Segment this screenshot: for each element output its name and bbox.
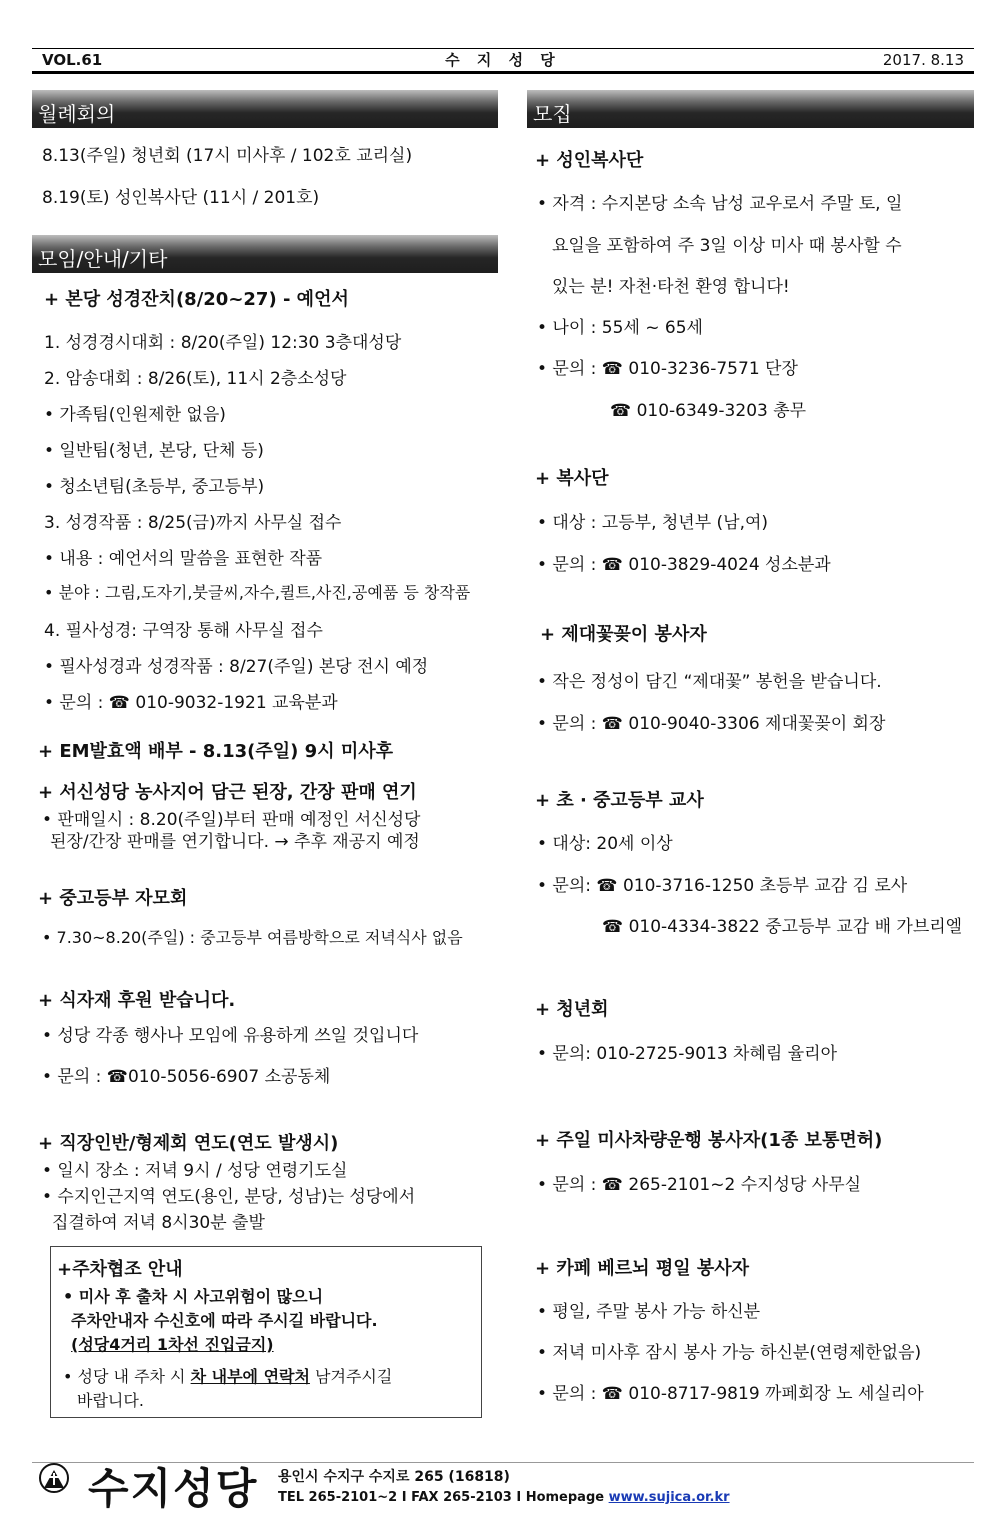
list-item: ☎ 010-6349-3203 총무 xyxy=(610,401,807,421)
parking-notice-box xyxy=(50,1246,482,1418)
section-header-recruitment: 모집 xyxy=(527,90,974,128)
list-item: • 작은 정성이 담긴 “제대꽃” 봉헌을 받습니다. xyxy=(537,672,882,692)
footer-contact-text: TEL 265-2101~2 I FAX 265-2103 I Homepage xyxy=(278,1490,609,1505)
parking-line xyxy=(63,1364,392,1387)
list-item: • 7.30~8.20(주일) : 중고등부 여름방학으로 저녁식사 없음 xyxy=(42,928,463,947)
list-item: • 문의 : ☎ 265-2101~2 수지성당 사무실 xyxy=(537,1175,862,1195)
list-item: 집결하여 저녁 8시30분 출발 xyxy=(52,1213,265,1233)
list-item: • 필사성경과 성경작품 : 8/27(주일) 본당 전시 예정 xyxy=(44,657,429,677)
list-item: 8.19(토) 성인복사단 (11시 / 201호) xyxy=(42,188,320,208)
list-item: • 청소년팀(초등부, 중고등부) xyxy=(44,477,265,497)
list-item: • 일반팀(청년, 본당, 단체 등) xyxy=(44,441,264,461)
section-header-monthly-meeting: 월례회의 xyxy=(32,90,498,128)
list-item: 8.13(주일) 청년회 (17시 미사후 / 102호 교리실) xyxy=(42,146,413,166)
footer-contact xyxy=(278,1490,730,1505)
list-item: • 문의 : ☎ 010-3236-7571 단장 xyxy=(537,359,798,379)
teachers-heading: + 초 · 중고등부 교사 xyxy=(535,790,704,811)
issue-date: 2017. 8.13 xyxy=(882,51,964,69)
list-item: • 판매일시 : 8.20(주일)부터 판매 예정인 서신성당 xyxy=(42,810,421,830)
footer-brand: 수지성당 xyxy=(88,1464,259,1513)
newsletter-title: 수 지 성 당 xyxy=(445,51,561,69)
footer-address: 용인시 수지구 수지로 265 (16818) xyxy=(278,1469,510,1485)
em-heading: + EM발효액 배부 - 8.13(주일) 9시 미사후 xyxy=(38,741,394,762)
parking-title: +주차협조 안내 xyxy=(57,1259,183,1280)
list-item: 있는 분! 자천·타천 환영 합니다! xyxy=(552,277,790,297)
list-item: 3. 성경작품 : 8/25(금)까지 사무실 접수 xyxy=(44,513,342,533)
flowers-heading: + 제대꽃꽂이 봉사자 xyxy=(540,624,707,645)
bible-festival-heading: + 본당 성경잔치(8/20~27) - 예언서 xyxy=(44,289,349,310)
seosin-heading: + 서신성당 농사지어 담근 된장, 간장 판매 연기 xyxy=(38,782,417,803)
section-header-meetings: 모임/안내/기타 xyxy=(32,235,498,273)
list-item: • 가족팀(인원제한 없음) xyxy=(44,405,226,425)
homepage-link[interactable]: www.sujica.or.kr xyxy=(608,1490,730,1505)
driving-heading: + 주일 미사차량운행 봉사자(1종 보통면허) xyxy=(535,1130,883,1151)
parking-emphasis: 차 내부에 연락처 xyxy=(190,1367,310,1386)
parking-text: • 성당 내 주차 시 xyxy=(63,1367,191,1386)
list-item: • 문의 : ☎ 010-8717-9819 까페회장 노 세실리아 xyxy=(537,1384,924,1404)
parking-line: 바랍니다. xyxy=(77,1391,144,1410)
list-item: • 내용 : 예언서의 말씀을 표현한 작품 xyxy=(44,549,323,569)
youth-heading: + 청년회 xyxy=(535,999,609,1020)
list-item: • 평일, 주말 봉사 가능 하신분 xyxy=(537,1302,761,1322)
list-item: 1. 성경경시대회 : 8/20(주일) 12:30 3층대성당 xyxy=(44,333,402,353)
volume-number: VOL.61 xyxy=(42,51,103,69)
list-item: • 성당 각종 행사나 모임에 유용하게 쓰일 것입니다 xyxy=(42,1026,419,1046)
parking-line: • 미사 후 출차 시 사고위험이 많으니 xyxy=(63,1287,324,1306)
list-item: 2. 암송대회 : 8/26(토), 11시 2층소성당 xyxy=(44,369,347,389)
parking-text: 남겨주시길 xyxy=(309,1367,393,1386)
parents-heading: + 중고등부 자모회 xyxy=(38,888,188,909)
funeral-prayer-heading: + 직장인반/형제회 연도(연도 발생시) xyxy=(38,1133,339,1154)
list-item: • 일시 장소 : 저녁 9시 / 성당 연령기도실 xyxy=(42,1161,348,1181)
list-item: • 대상: 20세 이상 xyxy=(537,834,673,854)
cafe-heading: + 카페 베르뇌 평일 봉사자 xyxy=(535,1258,750,1279)
list-item: • 문의 : ☎ 010-9040-3306 제대꽃꽂이 회장 xyxy=(537,714,886,734)
list-item: 4. 필사성경: 구역장 통해 사무실 접수 xyxy=(44,621,323,641)
list-item: • 저녁 미사후 잠시 봉사 가능 하신분(연령제한없음) xyxy=(537,1343,922,1363)
church-logo-icon xyxy=(38,1462,70,1494)
list-item: • 나이 : 55세 ~ 65세 xyxy=(537,318,703,338)
page-header xyxy=(32,48,974,74)
altar-boys-heading: + 성인복사단 xyxy=(535,150,644,171)
list-item: • 문의 : ☎ 010-9032-1921 교육분과 xyxy=(44,693,338,713)
servers-heading: + 복사단 xyxy=(535,468,609,489)
list-item: • 자격 : 수지본당 소속 남성 교우로서 주말 토, 일 xyxy=(537,194,903,214)
parking-line: 주차안내자 수신호에 따라 주시길 바랍니다. xyxy=(71,1311,378,1330)
list-item: • 문의 : ☎ 010-3829-4024 성소분과 xyxy=(537,555,831,575)
list-item: • 문의 : ☎010-5056-6907 소공동체 xyxy=(42,1067,331,1087)
list-item: • 대상 : 고등부, 청년부 (남,여) xyxy=(537,513,769,533)
list-item: • 문의: ☎ 010-3716-1250 초등부 교감 김 로사 xyxy=(537,876,908,896)
food-donation-heading: + 식자재 후원 받습니다. xyxy=(38,990,236,1011)
list-item: • 문의: 010-2725-9013 차혜림 율리아 xyxy=(537,1044,837,1064)
list-item: • 수지인근지역 연도(용인, 분당, 성남)는 성당에서 xyxy=(42,1187,416,1207)
list-item: • 분야 : 그림,도자기,붓글씨,자수,퀼트,사진,공예품 등 창작품 xyxy=(44,583,471,602)
list-item: 된장/간장 판매를 연기합니다. → 추후 재공지 예정 xyxy=(50,832,420,852)
list-item: 요일을 포함하여 주 3일 이상 미사 때 봉사할 수 xyxy=(552,236,902,256)
list-item: ☎ 010-4334-3822 중고등부 교감 배 가브리엘 xyxy=(602,917,963,937)
parking-line: (성당4거리 1차선 진입금지) xyxy=(71,1335,274,1354)
